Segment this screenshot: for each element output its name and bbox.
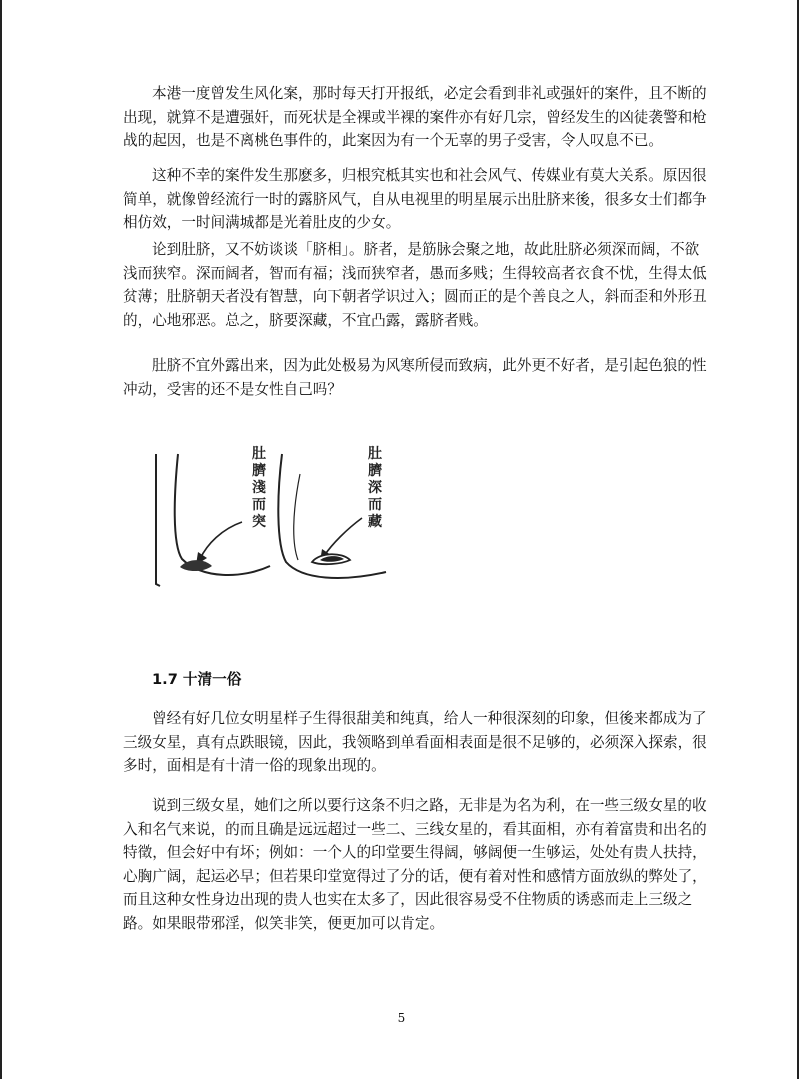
text-line: 路。如果眼带邪淫，似笑非笑，便更加可以肯定。 <box>123 914 445 932</box>
text-line: 浅而狭窄。深而阔者，智而有福；浅而狭窄者，愚而多贱；生得较高者衣食不忧，生得太低 <box>123 264 707 282</box>
text-line: 相仿效，一时间满城都是光着肚皮的少女。 <box>123 214 401 231</box>
navel-drawing <box>152 434 402 604</box>
right-inner-curve <box>294 474 300 560</box>
left-arrow-line <box>200 522 242 559</box>
section-heading: 1.7 十清一俗 <box>152 671 242 688</box>
text-line: 贫薄；肚脐朝天者没有智慧，向下朝者学识过入；圆而正的是个善良之人，斜而歪和外形丑 <box>123 288 707 305</box>
paragraph-actress-appearance <box>123 707 707 778</box>
text-line: 说到三级女星，她们之所以要行这条不归之路，无非是为名为利，在一些三级女星的收 <box>152 797 707 814</box>
text-line: 论到肚脐，又不妨谈谈「脐相」。脐者，是筋脉会聚之地，故此肚脐必须深而阔，不欲 <box>152 241 700 258</box>
right-arrow-line <box>324 518 362 556</box>
text-line: 本港一度曾发生风化案，那时每天打开报纸，必定会看到非礼或强奸的案件，且不断的 <box>152 85 707 102</box>
text-line: 心胸广阔，起运必早；但若果印堂宽得过了分的话，便有着对性和感情方面放纵的弊处了， <box>123 867 707 885</box>
text-line: 出现，就算不是遭强奸，而死状是全裸或半裸的案件亦有好几宗，曾经发生的凶徒袭警和枪 <box>123 108 707 126</box>
text-line: 三级女星，真有点跌眼镜，因此，我领略到单看面相表面是很不足够的，必须深入探索，很 <box>123 733 707 751</box>
text-line: 冲动，受害的还不是女性自己吗？ <box>123 380 342 398</box>
left-torso-outline <box>156 454 160 586</box>
text-line: 这种不幸的案件发生那麽多，归根究柢其实也和社会风气、传媒业有莫大关系。原因很 <box>152 167 707 184</box>
page-number: 5 <box>397 1011 406 1025</box>
paragraph-navel-physiognomy <box>123 238 707 332</box>
text-line: 肚脐不宜外露出来，因为此处极易为风寒所侵而致病，此外更不好者，是引起色狼的性 <box>152 357 707 374</box>
label-shallow-protruding: 肚臍淺而突 <box>252 446 266 530</box>
paragraph-actress-physiognomy <box>123 794 707 935</box>
navel-illustration <box>152 434 402 604</box>
text-line: 战的起因，也是不离桃色事件的，此案因为有一个无辜的男子受害，令人叹息不已。 <box>123 132 663 149</box>
paragraph-sex-crime-intro <box>123 82 707 153</box>
text-line: 而且这种女性身边出现的贵人也实在太多了，因此很容易受不住物质的诱惑而走上三级之 <box>123 891 693 908</box>
paragraph-navel-exposure-warning <box>123 354 707 401</box>
text-line: 特徵，但会好中有坏；例如：一个人的印堂要生得阔，够阔便一生够运，处处有贵人扶持， <box>123 844 707 861</box>
text-line: 入和名气来说，的而且确是远远超过一些二、三线女星的，看其面相，亦有着富贵和出名的 <box>123 820 707 838</box>
text-line: 曾经有好几位女明星样子生得很甜美和纯真，给人一种很深刻的印象，但後来都成为了 <box>152 710 707 727</box>
text-line: 简单，就像曾经流行一时的露脐风气，自从电视里的明星展示出肚脐来後，很多女士们都争 <box>123 190 707 208</box>
label-deep-hidden: 肚臍深而藏 <box>368 446 382 530</box>
text-line: 的，心地邪恶。总之，脐要深藏，不宜凸露，露脐者贱。 <box>123 311 488 329</box>
text-line: 多时，面相是有十清一俗的现象出现的。 <box>123 757 386 774</box>
paragraph-navel-exposure-trend <box>123 164 707 235</box>
